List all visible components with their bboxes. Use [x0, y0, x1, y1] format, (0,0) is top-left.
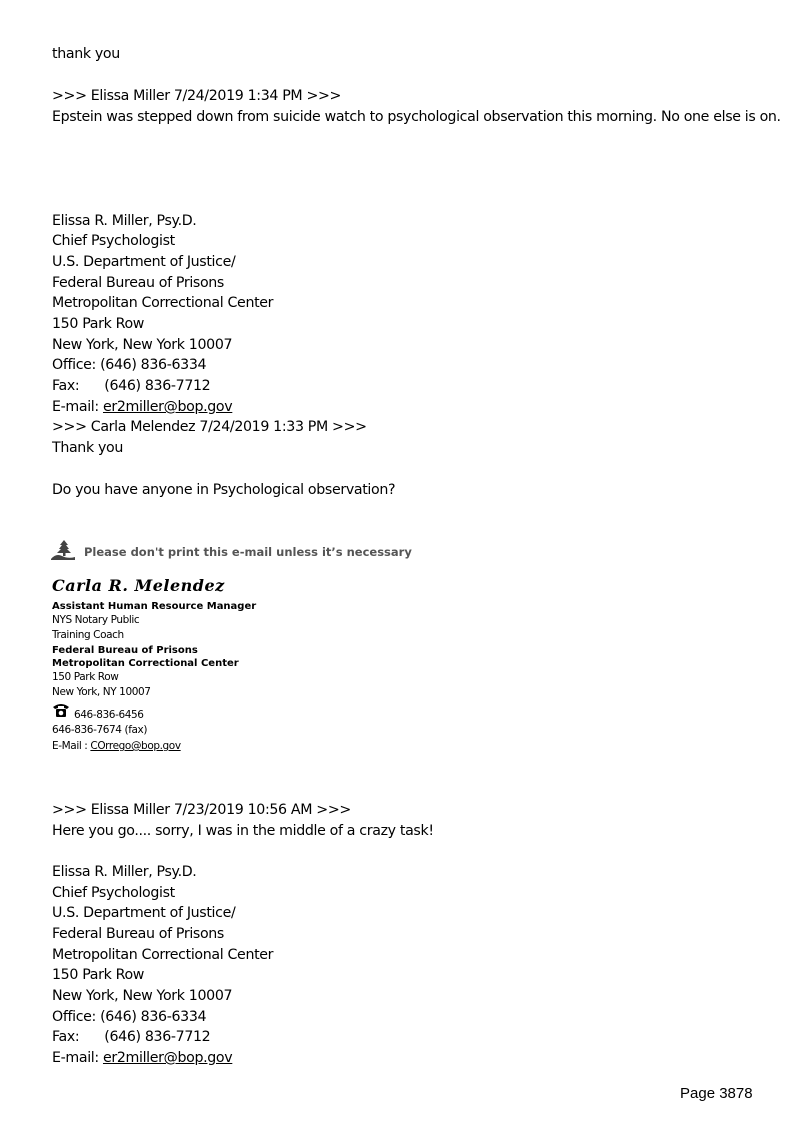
sig-title: Chief Psychologist — [52, 885, 175, 901]
sig-email-label: E-mail: — [52, 1050, 99, 1066]
page-number: Page 3878 — [680, 1085, 753, 1102]
sig-name: Elissa R. Miller, Psy.D. — [52, 864, 197, 880]
carla-email-row — [52, 739, 181, 754]
header-elissa-2: >>> Elissa Miller 7/23/2019 10:56 AM >>> — [52, 802, 351, 818]
carla-center: Metropolitan Correctional Center — [52, 658, 239, 669]
sig-email-link[interactable]: er2miller@bop.gov — [102, 399, 233, 415]
header-carla: >>> Carla Melendez 7/24/2019 1:33 PM >>> — [52, 419, 367, 435]
tree-icon — [50, 539, 76, 561]
message-body-3: Here you go.... sorry, I was in the middle of a crazy task! — [52, 823, 434, 839]
reply-top: thank you — [52, 46, 120, 62]
carla-city: New York, NY 10007 — [52, 686, 151, 698]
sig-center: Metropolitan Correctional Center — [52, 295, 274, 311]
sig-dept: U.S. Department of Justice/ — [52, 905, 236, 921]
sig-name: Elissa R. Miller, Psy.D. — [52, 213, 197, 229]
sig-city: New York, New York 10007 — [52, 337, 233, 353]
sig-email-row — [52, 1048, 232, 1068]
carla-bureau: Federal Bureau of Prisons — [52, 645, 198, 656]
message-body-2a: Thank you — [52, 440, 123, 456]
sig-email-row — [52, 397, 232, 417]
sig-city: New York, New York 10007 — [52, 988, 233, 1004]
carla-coach: Training Coach — [52, 629, 124, 641]
carla-title: Assistant Human Resource Manager — [52, 601, 257, 612]
sig-dept: U.S. Department of Justice/ — [52, 254, 236, 270]
sig-email-link[interactable]: er2miller@bop.gov — [102, 1050, 233, 1066]
sig-center: Metropolitan Correctional Center — [52, 947, 274, 963]
message-body-2b: Do you have anyone in Psychological observation? — [52, 482, 396, 498]
carla-street: 150 Park Row — [52, 671, 119, 683]
sig-office: Office: (646) 836-6334 — [52, 357, 207, 373]
sig-email-label: E-mail: — [52, 399, 99, 415]
carla-signature-name: Carla R. Melendez — [52, 576, 225, 595]
sig-title: Chief Psychologist — [52, 233, 175, 249]
sig-bureau: Federal Bureau of Prisons — [52, 926, 224, 942]
carla-email-label: E-Mail : — [52, 740, 88, 752]
carla-email-link[interactable]: COrrego@bop.gov — [90, 740, 181, 752]
phone-icon — [51, 702, 71, 718]
sig-fax: Fax: (646) 836-7712 — [52, 1029, 211, 1045]
message-body-1: Epstein was stepped down from suicide watch to psychological observation this morning. No one else is on. — [52, 109, 781, 125]
header-elissa-1: >>> Elissa Miller 7/24/2019 1:34 PM >>> — [52, 88, 342, 104]
carla-fax: 646-836-7674 (fax) — [52, 724, 148, 736]
sig-fax: Fax: (646) 836-7712 — [52, 378, 211, 394]
carla-notary: NYS Notary Public — [52, 614, 140, 626]
sig-bureau: Federal Bureau of Prisons — [52, 275, 224, 291]
print-notice: Please don't print this e-mail unless it’s necessary — [84, 545, 412, 559]
sig-street: 150 Park Row — [52, 967, 145, 983]
sig-office: Office: (646) 836-6334 — [52, 1009, 207, 1025]
sig-street: 150 Park Row — [52, 316, 145, 332]
carla-phone: 646-836-6456 — [74, 709, 144, 721]
